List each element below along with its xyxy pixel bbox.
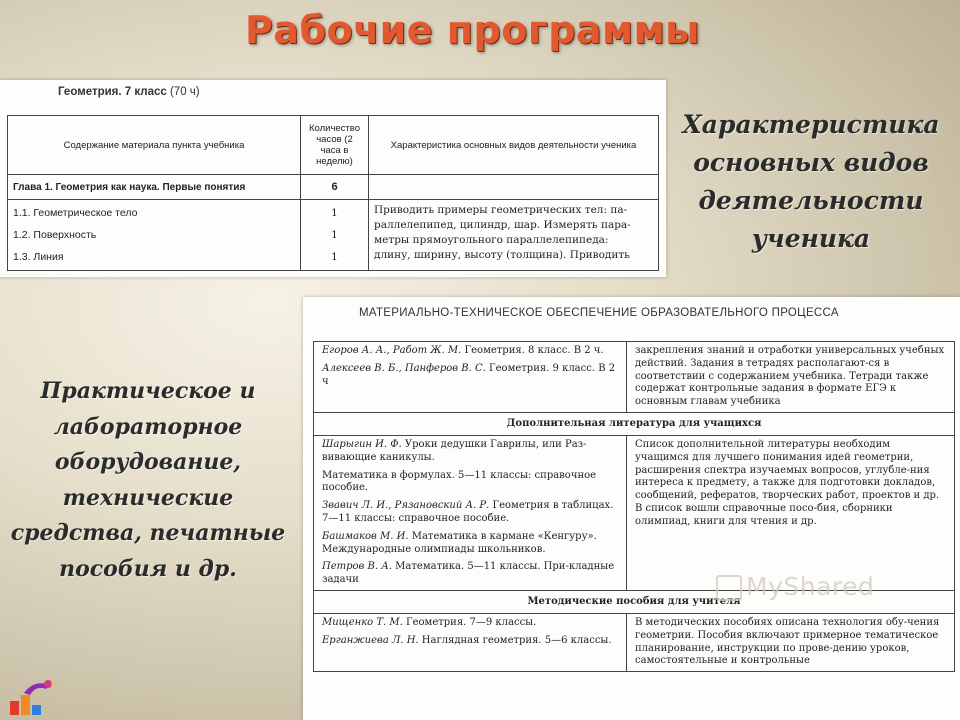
book-author: Мищенко Т. М.: [322, 616, 403, 628]
book-title: Математика в формулах. 5—11 классы: справочное пособие.: [322, 469, 597, 494]
materials-table: [313, 341, 955, 672]
textbooks-cell: [314, 342, 627, 413]
book-title: Геометрия. 9 класс. В 2 ч: [322, 362, 616, 387]
bird-logo-icon: [6, 675, 58, 719]
watermark: [716, 572, 874, 601]
extra-literature-description: Список дополнительной литературы необходим учащимся для лучшего понимания идей геометрии, расширения спектра изучаемых вопросов, углубле-ния интереса к предмету, а также для подготовки докладов, сообщений, рефератов, творческих работ, проектов и др. В список вошли справочные посо-бия, сборники олимпиад, книги для чтения и др.: [627, 435, 955, 590]
chapter-title: Глава 1. Геометрия как наука. Первые понятия: [8, 175, 301, 200]
note-line: ученика: [751, 224, 871, 253]
book-author: Шарыгин И. Ф.: [322, 438, 402, 450]
book-title: Математика. 5—11 классы. При-кладные задачи: [322, 561, 615, 586]
topics-cell: [8, 200, 301, 271]
description-line: длину, ширину, высоту (толщина). Приводить: [374, 249, 630, 261]
book-author: Алексеев В. Б., Панферов В. С.: [322, 362, 486, 374]
book-title: Математика в кармане «Кенгуру». Международные олимпиады школьников.: [322, 530, 597, 555]
book-entry: [322, 500, 618, 526]
table-row: [314, 613, 955, 671]
activity-description: [369, 200, 659, 271]
col-hours-header: Количество часов (2 часа в неделю): [301, 116, 369, 175]
topic-hours: 1: [331, 229, 338, 241]
section-title: Методические пособия для учителя: [314, 590, 955, 613]
book-author: Ерганжиева Л. Н.: [322, 634, 419, 646]
book-entry: [322, 531, 618, 557]
book-author: Звавич Л. И., Рязановский А. Р.: [322, 500, 490, 512]
book-entry: [322, 439, 618, 465]
geometry-program-excerpt: [0, 80, 666, 277]
note-line: основных видов: [693, 148, 929, 177]
materials-support-excerpt: [303, 297, 960, 720]
book-title: Геометрия. 7—9 классы.: [402, 616, 537, 628]
empty-cell: [369, 175, 659, 200]
excerpt-heading: [58, 86, 200, 98]
note-line: пособия и др.: [59, 555, 237, 582]
watermark-text: MyShared: [746, 572, 875, 601]
book-title: Наглядная геометрия. 5—6 классы.: [418, 634, 612, 646]
course-hours: (70 ч): [169, 86, 200, 98]
description-line: Приводить примеры геометрических тел: па-: [374, 204, 628, 216]
book-entry: [322, 617, 618, 630]
slide-title: Рабочие программы: [244, 8, 701, 52]
section-row: [314, 412, 955, 435]
note-line: деятельности: [698, 186, 924, 215]
note-line: оборудование,: [54, 449, 242, 475]
book-author: Петров В. А.: [322, 561, 392, 573]
book-title: Геометрия. 8 класс. В 2 ч.: [461, 345, 604, 356]
topic-item: 1.1. Геометрическое тело: [13, 207, 138, 219]
chapter-row: [8, 175, 659, 200]
course-name: Геометрия. 7 класс: [58, 86, 167, 98]
topic-item: 1.2. Поверхность: [13, 229, 97, 241]
teacher-manuals-cell: [314, 613, 627, 671]
table-row: [8, 200, 659, 271]
hours-cell: [301, 200, 369, 271]
col-activity-header: Характеристика основных видов деятельности ученика: [369, 116, 659, 175]
watermark-logo-icon: [716, 575, 742, 601]
description-line: раллелепипед, цилиндр, шар. Измерять пара-: [374, 219, 631, 231]
book-entry: [322, 635, 618, 648]
excerpt-heading: МАТЕРИАЛЬНО-ТЕХНИЧЕСКОЕ ОБЕСПЕЧЕНИЕ ОБРАЗОВАТЕЛЬНОГО ПРОЦЕССА: [359, 307, 839, 319]
book-entry: [322, 363, 618, 389]
col-content-header: Содержание материала пункта учебника: [8, 116, 301, 175]
note-equipment: [8, 374, 288, 587]
note-line: Практическое и: [40, 378, 256, 404]
chapter-hours: 6: [301, 175, 369, 200]
book-author: Егоров А. А., Работ Ж. М.: [322, 345, 462, 356]
table-header-row: [8, 116, 659, 175]
note-line: Характеристика: [682, 110, 940, 139]
note-line: средства, печатные: [10, 520, 286, 546]
book-title: Геометрия в таблицах. 7—11 классы: справочное пособие.: [322, 500, 614, 524]
book-author: Башмаков М. И.: [322, 530, 409, 542]
note-activity-characteristics: [676, 106, 946, 258]
note-line: лабораторное: [53, 413, 243, 440]
book-entry: [322, 561, 618, 587]
teacher-manuals-description: В методических пособиях описана технология обу-чения геометрии. Пособия включают примерное тематическое планирование, инструкции по прове-дению уроков, самостоятельные и контрольные: [627, 613, 955, 671]
description-line: метры прямоугольного параллелепипеда:: [374, 234, 609, 246]
note-line: технические: [62, 484, 234, 511]
book-title: Уроки дедушки Гаврилы, или Раз-вивающие каникулы.: [322, 438, 587, 463]
section-title: Дополнительная литература для учащихся: [314, 412, 955, 435]
topic-item: 1.3. Линия: [13, 251, 64, 263]
topic-hours: 1: [331, 251, 338, 263]
table-row: [314, 435, 955, 590]
table-row: [314, 342, 955, 413]
book-entry: [322, 345, 618, 358]
book-entry: [322, 470, 618, 496]
topic-hours: 1: [331, 207, 338, 219]
extra-literature-cell: [314, 435, 627, 590]
textbooks-description: закрепления знаний и отработки универсальных учебных действий. Задания в тетрадях располагают-ся в соответствии с содержанием учебника. Тетради также содержат контрольные задания в формате ЕГЭ к основным главам учебника: [627, 342, 955, 413]
program-table: [7, 115, 659, 271]
